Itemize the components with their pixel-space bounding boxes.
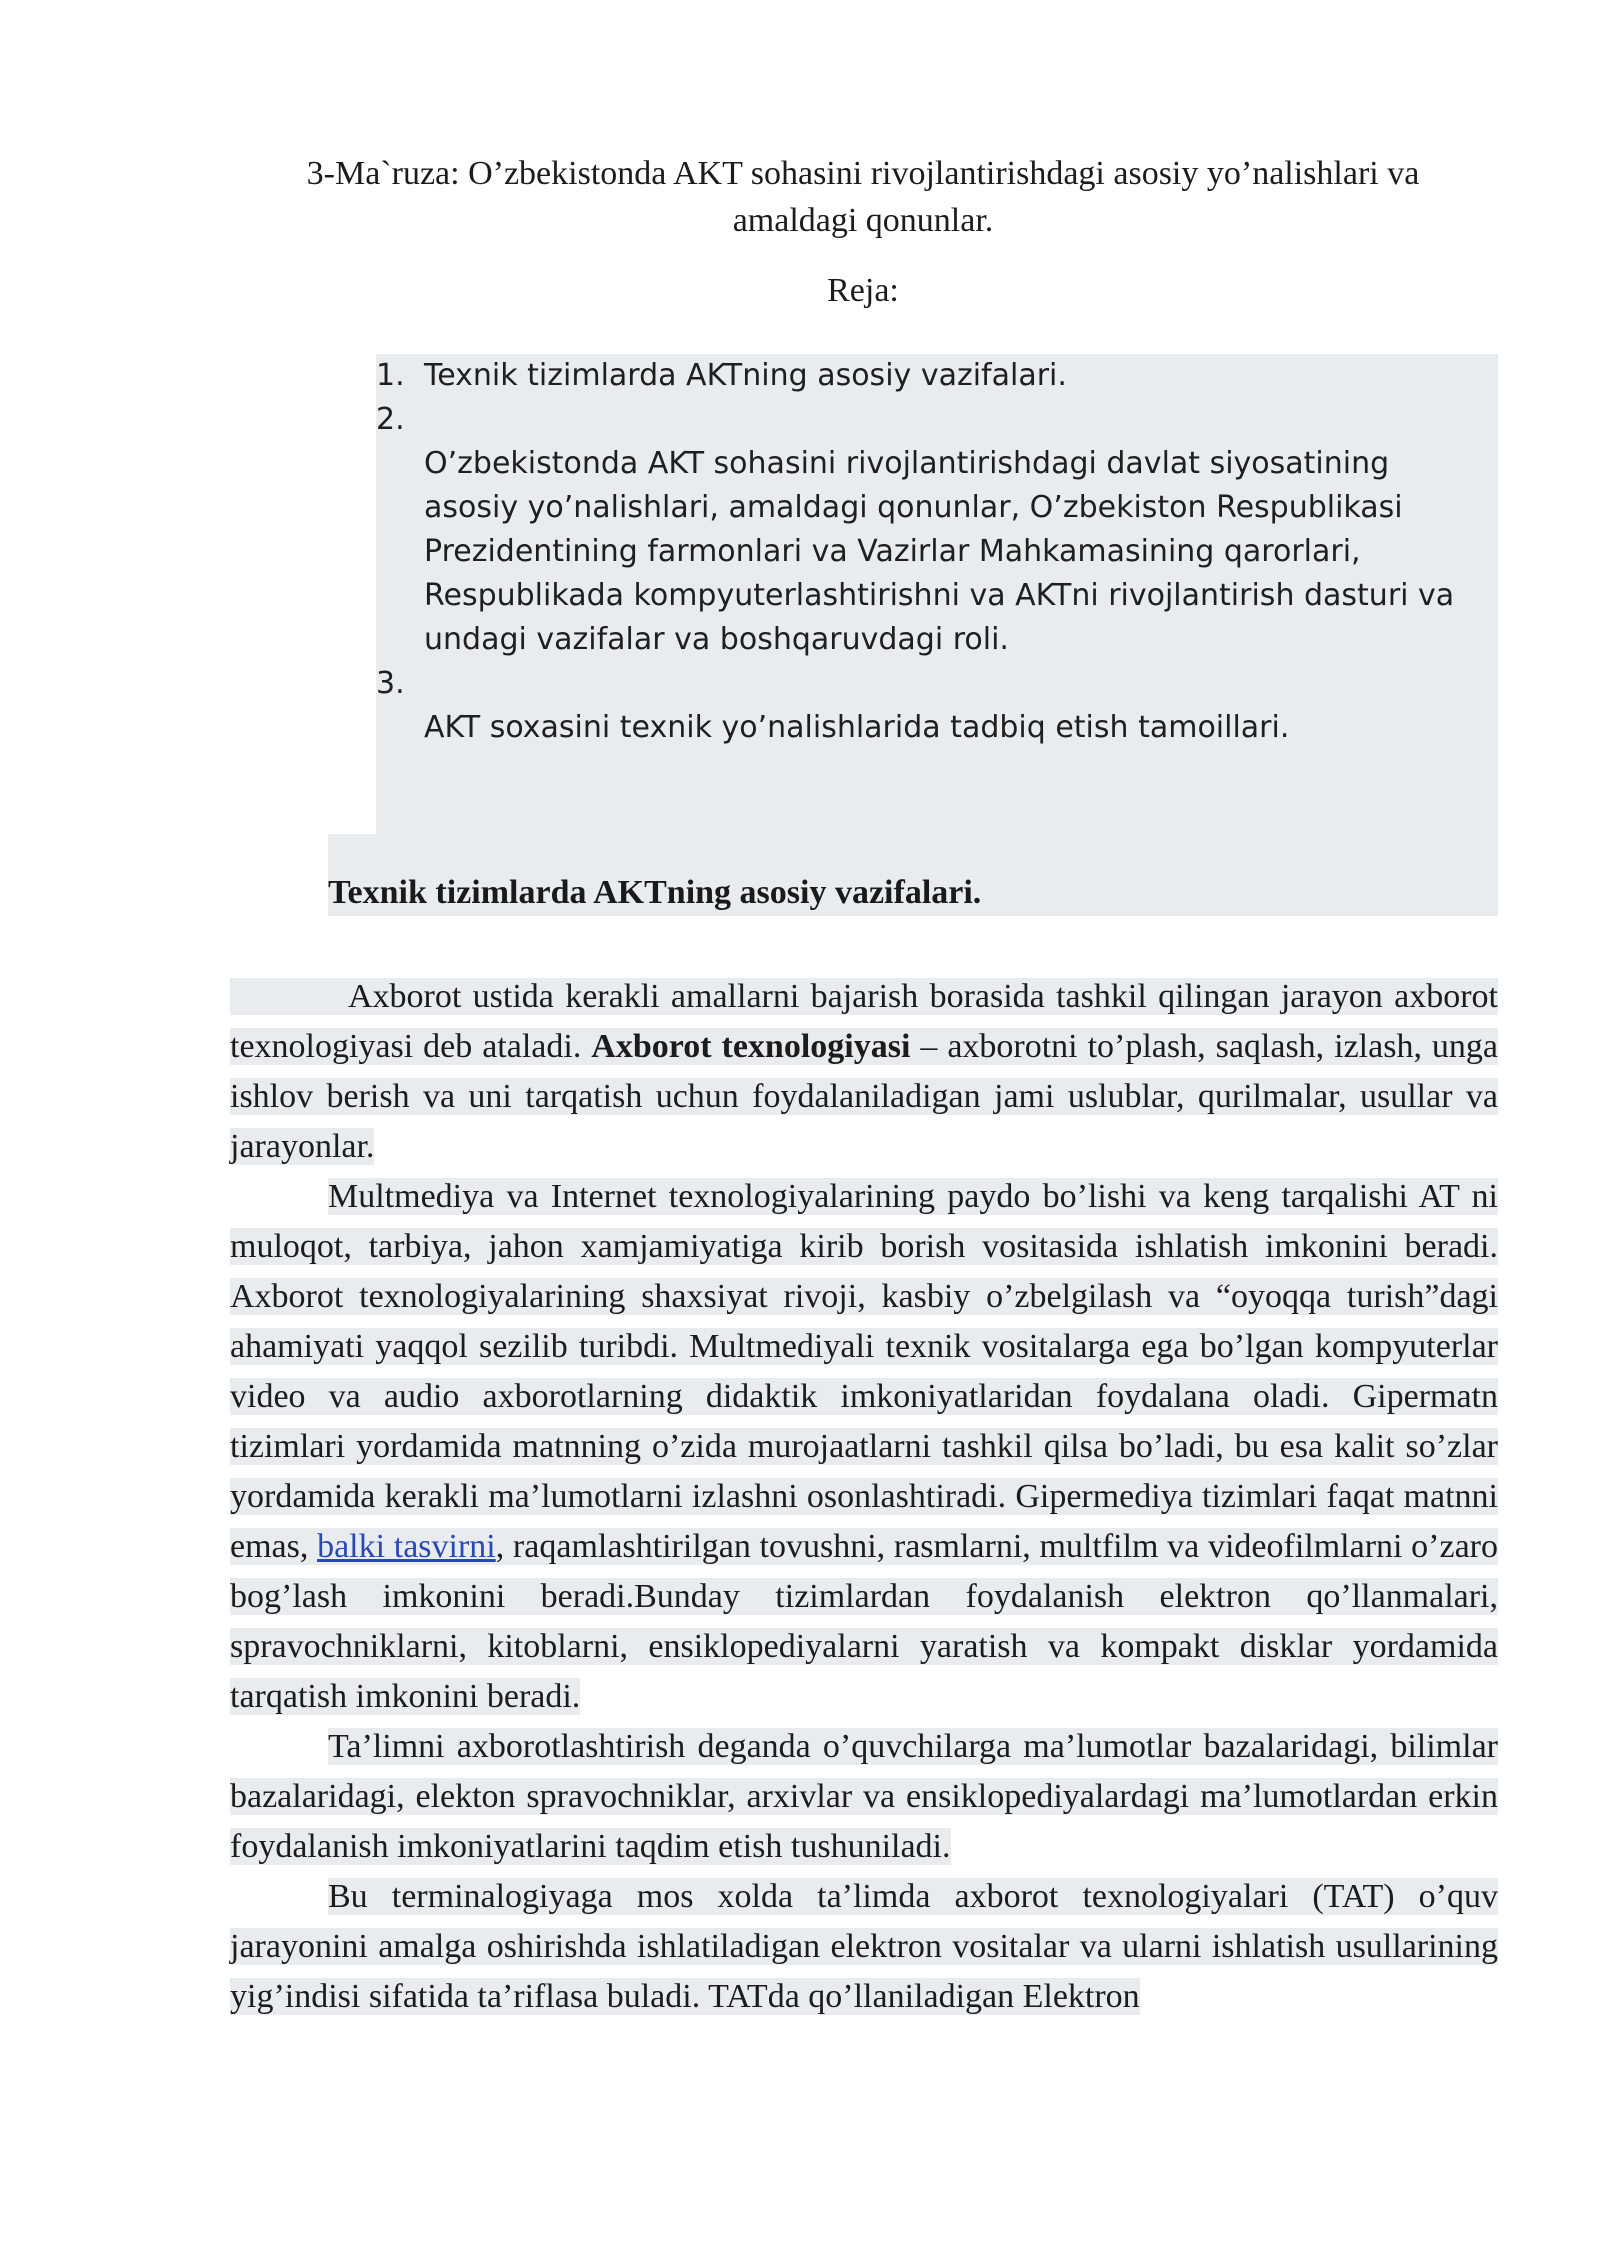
plan-item xyxy=(376,662,1486,750)
paragraph-text: Bu terminalogiyaga mos xolda ta’limda axborot texnologiyalari (TAT) o’quv jarayonini amalga oshirishda ishlatiladigan elektron vositalar va ularni ishlatish usullarining yig’indisi sifatida ta’riflasa buladi. TATda qo’llaniladigan Elektron xyxy=(230,1878,1498,2015)
paragraph-text: Multmediya va Internet texnologiyalarining paydo bo’lishi va keng tarqalishi AT ni muloqot, tarbiya, jahon xamjamiyatiga kirib borish vositasida ishlatish imkonini beradi. Axborot texnologiyalarining shaxsiyat rivoji, kasbiy o’zbelgilash va “oyoqqa turish”dagi ahamiyati yaqqol sezilib turibdi. Multmediyali texnik vositalarga ega bo’lgan kompyuterlar video va audio axborotlarning didaktik imkoniyatlaridan foydalana oladi. Gipermatn tizimlari yordamida matnning o’zida murojaatlarni tashkil qilsa bo’ladi, bu esa kalit so’zlar yordamida kerakli ma’lumotlarni izlashni osonlashtiradi. Gipermediya tizimlari faqat matnni emas, xyxy=(230,1178,1498,1565)
title-line-1: 3-Ma`ruza: O’zbekistonda AKT sohasini rivojlantirishdagi asosiy yo’nalishlari va xyxy=(306,155,1420,192)
plan-item xyxy=(376,398,1486,662)
hyperlink[interactable]: balki tasvirni xyxy=(317,1528,496,1565)
plan-item-text: AKT soxasini texnik yo’nalishlarida tadbiq etish tamoillari. xyxy=(424,710,1290,745)
plan-item-number: 2. xyxy=(376,402,405,437)
plan-item-number: 3. xyxy=(376,666,405,701)
paragraph-text: – axborotni to’plash, saqlash, izlash, unga ishlov berish va uni tarqatish uchun foydalaniladigan jami uslublar, qurilmalar, usullar va jarayonlar. xyxy=(230,1028,1498,1165)
paragraph-text: Axborot ustida kerakli amallarni bajarish borasida tashkil qilingan jarayon axborot texnologiyasi deb ataladi. xyxy=(230,978,1498,1065)
section-heading: Texnik tizimlarda AKTning asosiy vazifalari. xyxy=(328,874,982,911)
plan-list xyxy=(376,354,1486,750)
bold-term: Axborot texnologiyasi xyxy=(591,1028,911,1065)
plan-item xyxy=(376,354,1486,398)
plan-label: Reja: xyxy=(827,272,899,309)
plan-item-number: 1. xyxy=(376,358,405,393)
title-line-2: amaldagi qonunlar. xyxy=(732,202,994,239)
paragraph xyxy=(230,972,1498,1172)
paragraph-text: , raqamlashtirilgan tovushni, rasmlarni, multfilm va videofilmlarni o’zaro bog’lash imkonini beradi.Bunday tizimlardan foydalanish elektron qo’llanmalari, spravochniklarni, kitoblarni, ensiklopediyalarni yaratish va kompakt disklar yordamida tarqatish imkonini beradi. xyxy=(230,1528,1499,1715)
page-title xyxy=(228,150,1498,244)
plan-item-text: Texnik tizimlarda AKTning asosiy vazifalari. xyxy=(424,358,1067,393)
body-text xyxy=(230,972,1498,2022)
plan-item-text: O’zbekistonda AKT sohasini rivojlantirishdagi davlat siyosatining asosiy yo’nalishlari, amaldagi qonunlar, O’zbekiston Respublikasi Prezidentining farmonlari va Vazirlar Mahkamasining qarorlari, Respublikada kompyuterlashtirishni va AKTni rivojlantirish dasturi va undagi vazifalar va boshqaruvdagi roli. xyxy=(424,446,1455,657)
paragraph-text: Ta’limni axborotlashtirish deganda o’quvchilarga ma’lumotlar bazalaridagi, bilimlar bazalaridagi, elekton spravochniklar, arxivlar va ensiklopediyalardagi ma’lumotlardan erkin foydalanish imkoniyatlarini taqdim etish tushuniladi. xyxy=(230,1728,1498,1865)
paragraph xyxy=(230,1872,1498,2022)
paragraph xyxy=(230,1172,1498,1722)
paragraph xyxy=(230,1722,1498,1872)
